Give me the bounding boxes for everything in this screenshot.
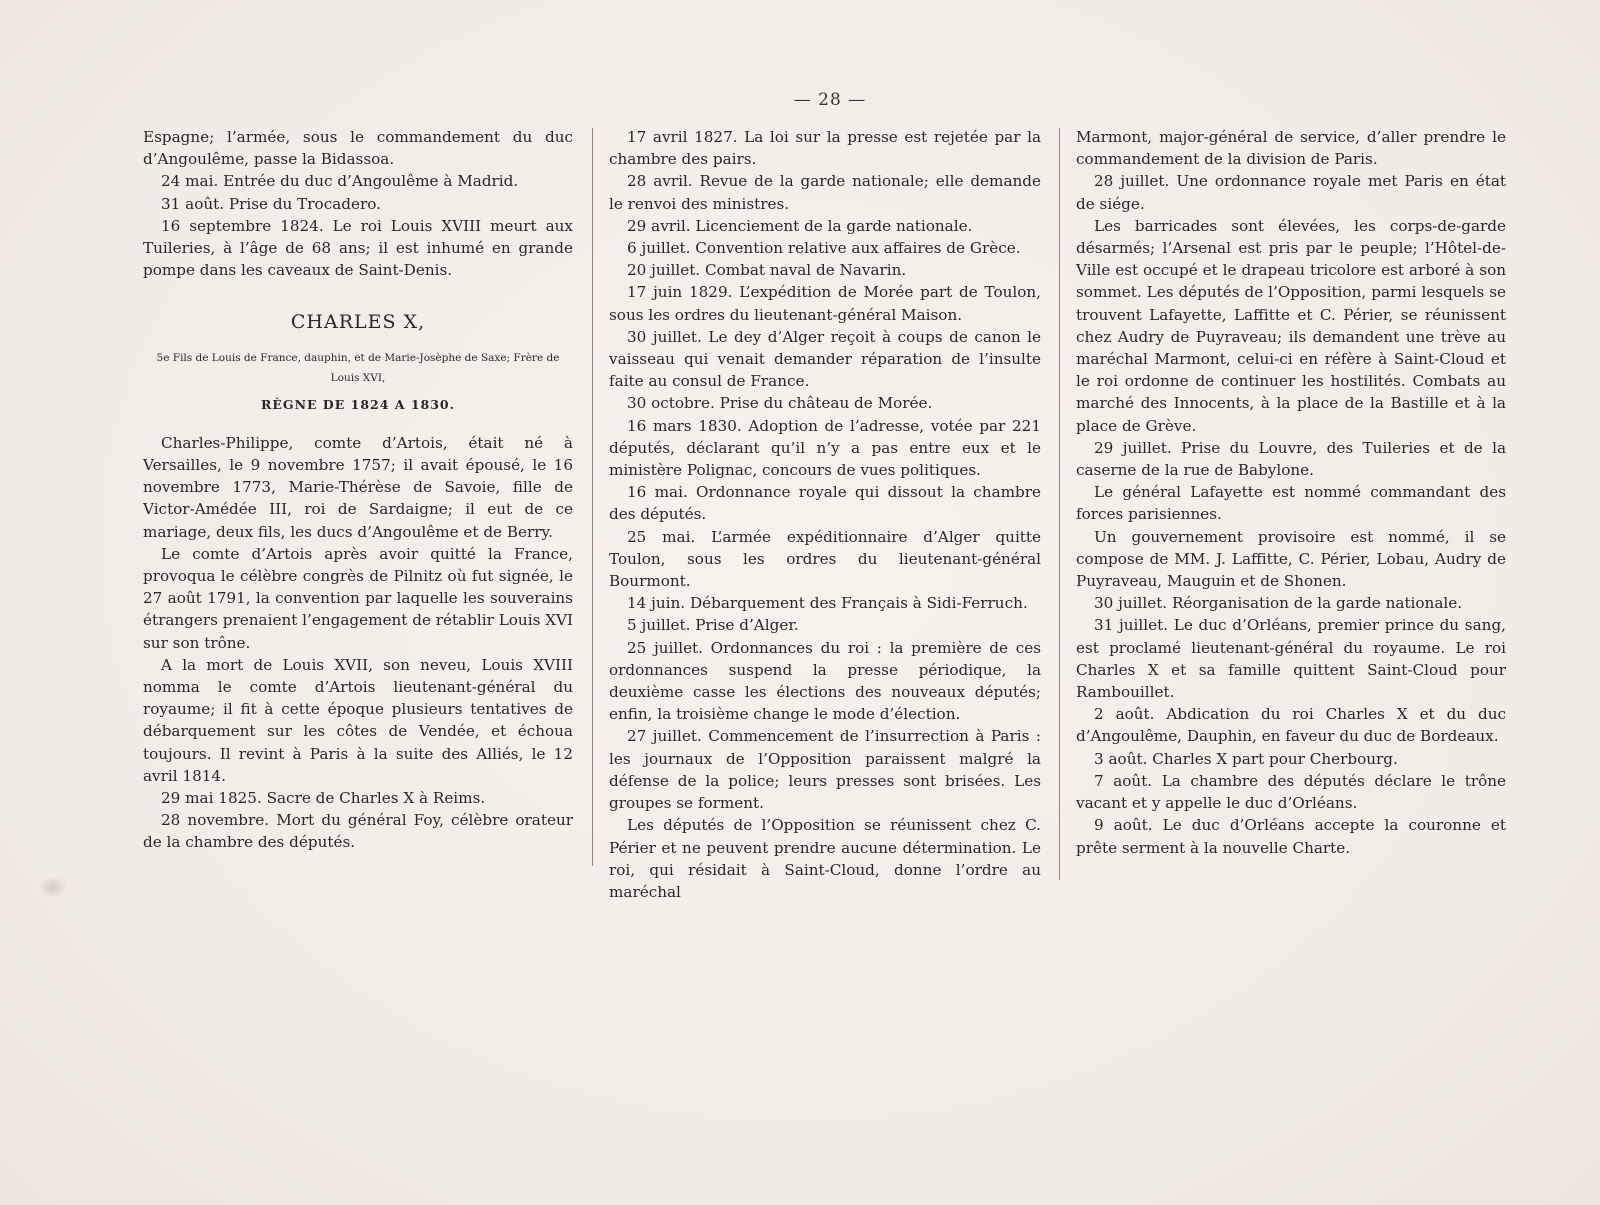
paragraph: 7 août. La chambre des députés déclare le trône vacant et y appelle le duc d’Orléans. [1076,771,1506,813]
paragraph: A la mort de Louis XVII, son neveu, Louis XVIII nomma le comte d’Artois lieutenant-général du royaume; il fit à cette époque plusieurs tentatives de débarquement sur les côtes de Vendée, et échoua toujours. Il revint à Paris à la suite des Alliés, le 12 avril 1814. [143,655,573,785]
paragraph: Charles-Philippe, comte d’Artois, était né à Versailles, le 9 novembre 1757; il avait épousé, le 16 novembre 1773, Marie-Thérèse de Savoie, fille de Victor-Amédée III, roi de Sardaigne; il eut de ce mariage, deux fils, les ducs d’Angoulême et de Berry. [143,433,573,541]
paragraph: 6 juillet. Convention relative aux affaires de Grèce. [627,239,1021,258]
column-divider [592,128,593,866]
paragraph: 20 juillet. Combat naval de Navarin. [627,261,907,280]
paragraph: 31 juillet. Le duc d’Orléans, premier prince du sang, est proclamé lieutenant-général du royaume. Le roi Charles X et sa famille quittent Saint-Cloud pour Rambouillet. [1076,616,1506,702]
paragraph: 5 juillet. Prise d’Alger. [627,616,799,635]
reign-dates: RÈGNE DE 1824 A 1830. [261,396,455,412]
paragraph: 16 mai. Ordonnance royale qui dissout la chambre des députés. [609,483,1041,524]
paragraph: Le général Lafayette est nommé commandant des forces parisiennes. [1076,483,1506,524]
text-column-2 [609,126,1041,903]
paragraph: 29 mai 1825. Sacre de Charles X à Reims. [161,789,486,808]
paragraph: 28 juillet. Une ordonnance royale met Paris en état de siége. [1076,172,1506,213]
paragraph: 28 avril. Revue de la garde nationale; elle demande le renvoi des ministres. [609,172,1041,213]
paragraph: 30 octobre. Prise du château de Morée. [627,394,933,413]
paragraph: 27 juillet. Commencement de l’insurrection à Paris : les journaux de l’Opposition paraissent malgré la défense de la police; leurs presses sont brisées. Les groupes se forment. [609,727,1041,813]
text-column-3 [1076,126,1506,859]
paragraph: 29 avril. Licenciement de la garde nationale. [627,216,973,235]
paragraph: 29 juillet. Prise du Louvre, des Tuileries et de la caserne de la rue de Babylone. [1076,438,1506,480]
paragraph: 25 mai. L’armée expéditionnaire d’Alger quitte Toulon, sous les ordres du lieutenant-général Bourmont. [609,527,1041,591]
paragraph: 30 juillet. Le dey d’Alger reçoit à coups de canon le vaisseau qui venait demander réparation de l’insulte faite au consul de France. [609,327,1041,391]
paragraph: 9 août. Le duc d’Orléans accepte la couronne et prête serment à la nouvelle Charte. [1076,816,1506,857]
paragraph: 25 juillet. Ordonnances du roi : la première de ces ordonnances suspend la presse périodique, la deuxième casse les élections des nouveaux députés; enfin, la troisième change le mode d’élection. [609,638,1041,724]
paragraph: 3 août. Charles X part pour Cherbourg. [1094,749,1398,768]
section-heading: CHARLES X, [290,311,426,334]
column-divider [1059,128,1060,880]
paragraph: Espagne; l’armée, sous le commandement du duc d’Angoulême, passe la Bidassoa. [143,128,573,169]
paragraph: Un gouvernement provisoire est nommé, il se compose de MM. J. Laffitte, C. Périer, Lobau, Audry de Puyraveau, Mauguin et de Shonen. [1076,527,1506,591]
paragraph: 16 mars 1830. Adoption de l’adresse, votée par 221 députés, déclarant qu’il n’y a pas entre eux et le ministère Polignac, concours de vues politiques. [609,416,1041,480]
paragraph: 30 juillet. Réorganisation de la garde nationale. [1094,594,1463,613]
paragraph: 2 août. Abdication du roi Charles X et du duc d’Angoulême, Dauphin, en faveur du duc de Bordeaux. [1076,705,1506,746]
paragraph: Le comte d’Artois après avoir quitté la France, provoqua le célèbre congrès de Pilnitz où fut signée, le 27 août 1791, la convention par laquelle les souverains étrangers prenaient l’engagement de rétablir Louis XVI sur son trône. [143,544,573,652]
paragraph: 31 août. Prise du Trocadero. [161,194,381,213]
paper-smudge [38,876,68,898]
page-number: — 28 — [793,90,867,110]
paragraph: 14 juin. Débarquement des Français à Sidi-Ferruch. [627,594,1028,613]
section-subtitle: 5e Fils de Louis de France, dauphin, et de Marie-Josèphe de Saxe; Frère de Louis XVI, [156,351,560,384]
paragraph: 28 novembre. Mort du général Foy, célèbre orateur de la chambre des députés. [143,811,573,852]
paragraph: Les barricades sont élevées, les corps-de-garde désarmés; l’Arsenal est pris par le peuple; l’Hôtel-de-Ville est occupé et le drapeau tricolore est arboré à son sommet. Les députés de l’Opposition, parmi lesquels se trouvent Lafayette, Laffitte et C. Périer, se réunissent chez Audry de Puyraveau; ils demandent une trève au maréchal Marmont, celui-ci en réfère à Saint-Cloud et le roi ordonne de continuer les hostilités. Combats au marché des Innocents, à la place de la Bastille et à la place de Grève. [1076,216,1506,435]
text-column-1 [143,126,573,854]
paragraph: 17 avril 1827. La loi sur la presse est rejetée par la chambre des pairs. [609,128,1041,169]
paragraph: 17 juin 1829. L’expédition de Morée part de Toulon, sous les ordres du lieutenant-général Maison. [609,283,1041,324]
paragraph: Les députés de l’Opposition se réunissent chez C. Périer et ne peuvent prendre aucune détermination. Le roi, qui résidait à Saint-Cloud, donne l’ordre au maréchal [609,816,1041,901]
paragraph: Marmont, major-général de service, d’aller prendre le commandement de la division de Paris. [1076,128,1506,169]
paragraph: 16 septembre 1824. Le roi Louis XVIII meurt aux Tuileries, à l’âge de 68 ans; il est inhumé en grande pompe dans les caveaux de Saint-Denis. [143,216,573,280]
paragraph: 24 mai. Entrée du duc d’Angoulême à Madrid. [161,172,519,191]
